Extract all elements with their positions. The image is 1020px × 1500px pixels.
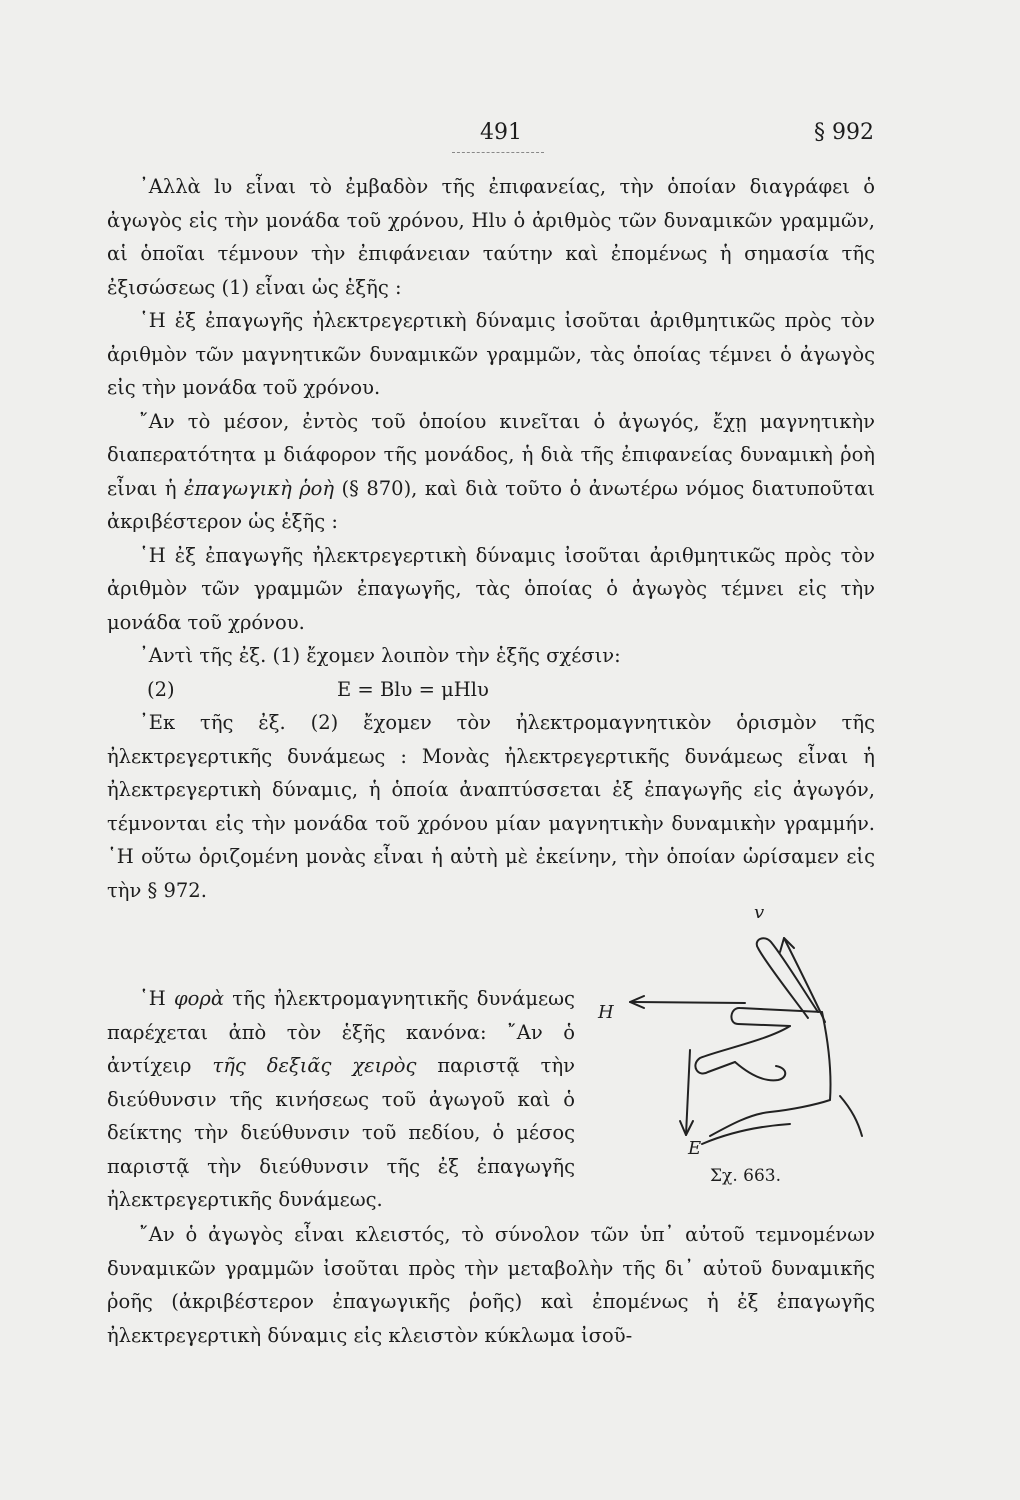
paragraph-1: ᾿Αλλὰ lυ εἶναι τὸ ἐμβαδὸν τῆς ἐπιφανείας, τὴν ὁποίαν διαγράφει ὁ ἀγωγὸς εἰς τὴν μονάδα τοῦ χρόνου, Hlυ ὁ ἀριθμὸς τῶν δυναμικῶν γραμμῶν, αἱ ὁποῖαι τέμνουν τὴν ἐπιφάνειαν ταύτην καὶ ἐπομένως ἡ σημασία τῆς ἐξισώσεως (1) εἶναι ὡς ἑξῆς : (107, 175, 875, 299)
figure-caption: Σχ. 663. (710, 1166, 781, 1186)
paragraph-7-emphasis-2: τῆς δεξιᾶς χειρὸς (212, 1054, 417, 1077)
paragraph-5: ᾿Αντὶ τῆς ἐξ. (1) ἔχομεν λοιπὸν τὴν ἑξῆς σχέσιν: (139, 644, 621, 667)
closing-block (107, 1218, 875, 1352)
label-H: H (598, 1002, 614, 1023)
paragraph-3-text-a: ῎Αν τὸ μέσον, ἐντὸς τοῦ ὁποίου κινεῖται ὁ ἀγωγός, ἔχῃ μαγνητικὴν διαπερατότητα μ διάφορον τῆς μονάδος, ἡ διὰ τῆς ἐπιφανείας δυναμικὴ ῥοὴ εἶναι ἡ (107, 409, 875, 500)
page-header (0, 112, 1020, 152)
field-arrow-H (630, 1002, 745, 1003)
paragraph-2: ῾Η ἐξ ἐπαγωγῆς ἠλεκτρεγερτικὴ δύναμις ἰσοῦται ἀριθμητικῶς πρὸς τὸν ἀριθμὸν τῶν μαγνητικῶν δυναμικῶν γραμμῶν, τὰς ὁποίας τέμνει ὁ ἀγωγὸς εἰς τὴν μονάδα τοῦ χρόνου. (107, 309, 875, 399)
hand-drawing (590, 900, 890, 1200)
page-number-underline (452, 152, 544, 153)
paragraph-4: ῾Η ἐξ ἐπαγωγῆς ἠλεκτρεγερτικὴ δύναμις ἰσοῦται ἀριθμητικῶς πρὸς τὸν ἀριθμὸν τῶν γραμμῶν ἐπαγωγῆς, τὰς ὁποίας ὁ ἀγωγὸς τέμνει εἰς τὴν μονάδα τοῦ χρόνου. (107, 543, 875, 634)
paragraph-3 (107, 405, 875, 539)
equation-2 (107, 673, 875, 707)
paragraph-7 (107, 982, 575, 1217)
rule-paragraph-block (107, 982, 575, 1217)
page-number: 491 (480, 120, 522, 145)
equation-body: E = Blυ = μHlυ (337, 677, 489, 701)
motion-arrow-v (784, 938, 825, 1022)
emf-arrow-E (686, 1050, 690, 1135)
paragraph-6: ᾿Εκ τῆς ἐξ. (2) ἔχομεν τὸν ἠλεκτρομαγνητικὸν ὁρισμὸν τῆς ἠλεκτρεγερτικῆς δυνάμεως : Μονὰς ἠλεκτρεγερτικῆς δυνάμεως εἶναι ἡ ἠλεκτρεγερτικὴ δύναμις, ἡ ὁποία ἀναπτύσσεται ἐξ ἐπαγωγῆς εἰς ἀγωγόν, τέμνονται εἰς τὴν μονάδα τοῦ χρόνου μίαν μαγνητικὴν δυναμικὴν γραμμήν. ῾Η οὕτω ὁριζομένη μονὰς εἶναι ἡ αὐτὴ μὲ ἐκείνην, τὴν ὁποίαν ὡρίσαμεν εἰς τὴν § 972. (107, 711, 875, 902)
palm-outline (710, 1012, 831, 1136)
paragraph-7-text-a: ῾Η (139, 987, 175, 1010)
ring-finger-outline (735, 1062, 785, 1080)
wrist-lines (702, 1096, 862, 1144)
thumb-outline (757, 938, 818, 1018)
label-E: E (688, 1138, 702, 1159)
equation-number: (2) (147, 677, 175, 701)
paragraph-7-text-b: τῆς ἠλεκτρομαγνητικῆς δυνάμεως παρέχεται ἀπὸ τὸν ἑξῆς κανόνα: ῎Αν ὁ ἀντίχειρ (107, 987, 575, 1077)
paragraph-7-emphasis-1: φορὰ (174, 987, 225, 1010)
paragraph-7-text-c: παριστᾷ τὴν διεύθυνσιν τῆς κινήσεως τοῦ ἀγωγοῦ καὶ ὁ δείκτης τὴν διεύθυνσιν τοῦ πεδίου, ὁ μέσος παριστᾷ τὴν διεύθυνσιν τῆς ἐξ ἐπαγωγῆς ἠλεκτρεγερτικῆς δυνάμεως. (107, 1054, 575, 1211)
label-v: v (754, 902, 765, 923)
paragraph-3-emphasis: ἐπαγωγικὴ ῥοὴ (184, 476, 335, 500)
paragraph-8: ῎Αν ὁ ἀγωγὸς εἶναι κλειστός, τὸ σύνολον τῶν ὑπ᾿ αὐτοῦ τεμνομένων δυναμικῶν γραμμῶν ἰσοῦται πρὸς τὴν μεταβολὴν τῆς δι᾿ αὐτοῦ δυναμικῆς ῥοῆς (ἀκριβέστερον ἐπαγωγικῆς ῥοῆς) καὶ ἐπομένως ἡ ἐξ ἐπαγωγῆς ἠλεκτρεγερτικὴ δύναμις εἰς κλειστὸν κύκλωμα ἰσοῦ- (107, 1223, 875, 1347)
right-hand-rule-figure (590, 900, 890, 1200)
paragraph-3-text-b: (§ 870), καὶ διὰ τοῦτο ὁ ἀνωτέρω νόμος διατυποῦται ἀκριβέστερον ὡς ἑξῆς : (107, 476, 876, 533)
body-text (107, 170, 875, 907)
section-number: § 992 (814, 120, 874, 145)
